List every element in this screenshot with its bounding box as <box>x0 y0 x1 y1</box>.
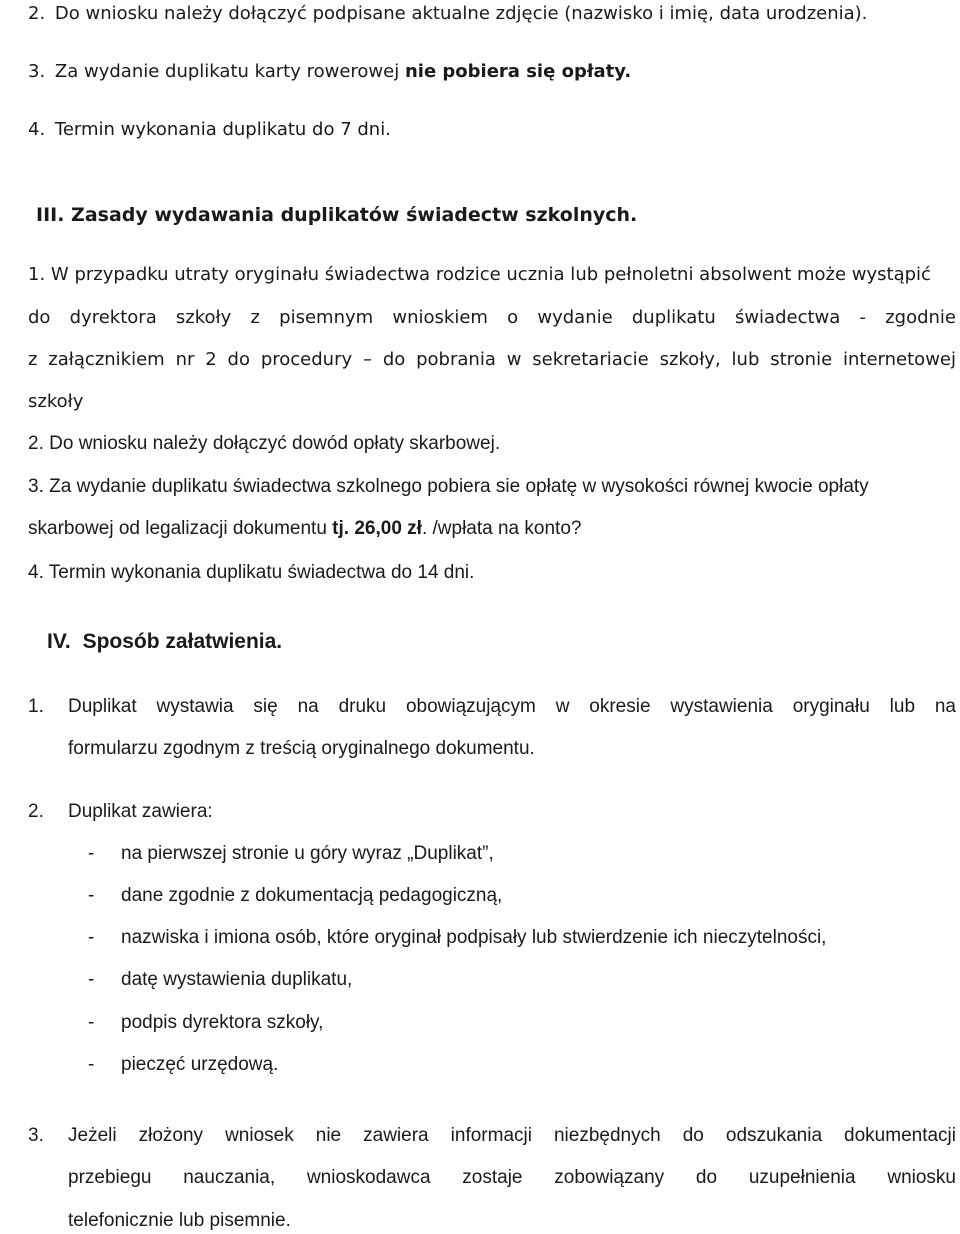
list-item-text: nazwiska i imiona osób, które oryginał podpisały lub stwierdzenie ich nieczytelności, <box>121 927 827 948</box>
s4-item-3-line-3: telefonicznie lub pisemnie. <box>68 1210 291 1231</box>
dash: - <box>88 885 95 906</box>
item-text: Termin wykonania duplikatu do 7 dni. <box>54 119 391 140</box>
heading-text: Sposób załatwienia. <box>82 630 283 653</box>
item-number: 4. <box>28 562 44 583</box>
list-item-text: datę wystawienia duplikatu, <box>121 969 353 990</box>
list-item <box>88 968 353 992</box>
item-text: W przypadku utraty oryginału świadectwa rodzice ucznia lub pełnoletni absolwent może wystąpić <box>50 264 931 285</box>
heading-number: IV. <box>47 630 71 653</box>
item-4-line <box>28 118 391 142</box>
dash: - <box>88 843 95 864</box>
dash: - <box>88 969 95 990</box>
list-item <box>88 1053 279 1077</box>
list-item <box>88 842 494 866</box>
dash: - <box>88 1054 95 1075</box>
item-text: Za wydanie duplikatu karty rowerowej <box>54 61 405 82</box>
list-item <box>88 1011 324 1035</box>
item-number: 3. <box>28 1125 44 1146</box>
s4-item-3-line-2: przebiegu nauczania, wnioskodawca zostaje zobowiązany do uzupełnienia wniosku <box>68 1167 956 1188</box>
item-3-line <box>28 60 631 84</box>
item-text: skarbowej od legalizacji dokumentu <box>28 518 333 539</box>
list-item <box>88 884 503 908</box>
section-3-heading: III. Zasady wydawania duplikatów świadectw szkolnych. <box>36 204 638 226</box>
fee-amount: tj. 26,00 zł <box>332 518 422 539</box>
list-item <box>88 926 827 950</box>
item-text-bold: nie pobiera się opłaty. <box>404 61 632 82</box>
item-text: Jeżeli złożony wniosek nie zawiera informacji niezbędnych do odszukania dokumentacji <box>68 1125 956 1146</box>
item-number: 2. <box>28 433 44 454</box>
s3-item-4-line <box>28 561 474 585</box>
item-text: Duplikat wystawia się na druku obowiązującym w okresie wystawienia oryginału lub na <box>68 696 956 717</box>
item-number: 3. <box>28 61 46 82</box>
item-text: Do wniosku należy dołączyć dowód opłaty skarbowej. <box>49 433 501 454</box>
s3-item-2-line <box>28 432 500 456</box>
item-number: 1. <box>28 696 44 717</box>
s3-item-1-line-3: z załącznikiem nr 2 do procedury – do pobrania w sekretariacie szkoły, lub stronie internetowej <box>28 349 956 370</box>
list-item-text: dane zgodnie z dokumentacją pedagogiczną, <box>121 885 503 906</box>
list-item-text: podpis dyrektora szkoły, <box>121 1012 324 1033</box>
dash: - <box>88 1012 95 1033</box>
s3-item-3-line-1 <box>28 475 869 499</box>
item-number: 2. <box>28 3 46 24</box>
s4-item-1-line-2: formularzu zgodnym z treścią oryginalnego dokumentu. <box>68 738 535 759</box>
item-number: 1. <box>28 264 46 285</box>
s3-item-1-line-4: szkoły <box>28 391 84 412</box>
item-2-line <box>28 2 867 26</box>
item-number: 2. <box>28 801 44 822</box>
item-number: 3. <box>28 476 44 497</box>
s3-item-3-line-2 <box>28 517 581 541</box>
list-item-text: na pierwszej stronie u góry wyraz „Duplikat”, <box>121 843 494 864</box>
item-text: Duplikat zawiera: <box>68 801 213 822</box>
item-text: Za wydanie duplikatu świadectwa szkolnego pobiera sie opłatę w wysokości równej kwocie opłaty <box>49 476 869 497</box>
item-text: Termin wykonania duplikatu świadectwa do 14 dni. <box>48 562 475 583</box>
dash: - <box>88 927 95 948</box>
s3-item-1-line-2: do dyrektora szkoły z pisemnym wnioskiem o wydanie duplikatu świadectwa - zgodnie <box>28 307 956 328</box>
s3-item-1-line-1 <box>28 263 958 287</box>
section-4-heading <box>47 630 282 654</box>
item-number: 4. <box>28 119 46 140</box>
item-text: Do wniosku należy dołączyć podpisane aktualne zdjęcie (nazwisko i imię, data urodzenia). <box>54 3 868 24</box>
item-text: . /wpłata na konto? <box>421 518 582 539</box>
list-item-text: pieczęć urzędową. <box>121 1054 279 1075</box>
